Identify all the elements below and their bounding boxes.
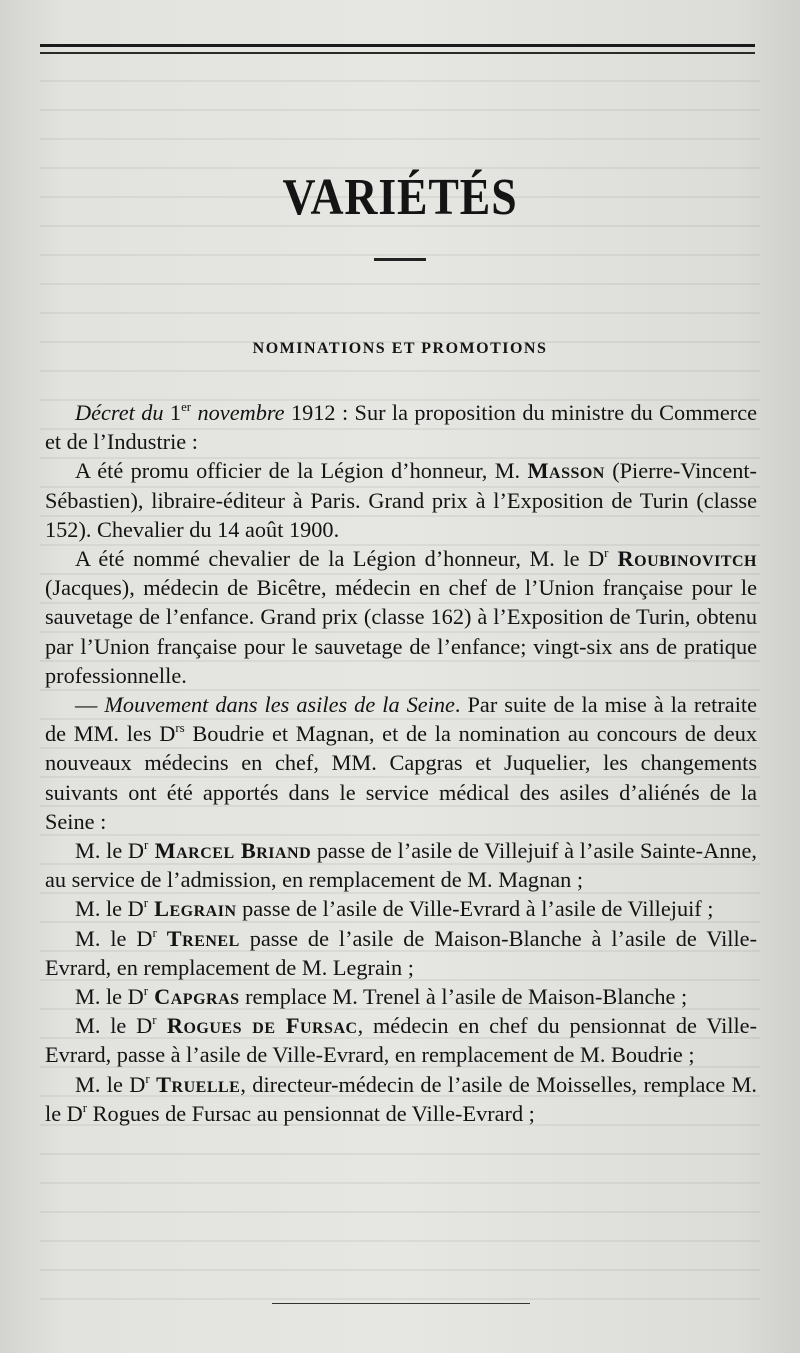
person-name: Marcel Briand	[148, 838, 312, 864]
paragraph-trenel: M. le $D^r$ Trenel passe de l’asile de Maison-Blanche à l’asile de Ville-Evrard, en remplacement de M. Legrain ;	[45, 924, 757, 980]
header-double-rule	[40, 44, 755, 56]
person-name: Masson	[527, 458, 605, 484]
person-name: Truelle	[149, 1071, 241, 1097]
person-name: Roubinovitch	[608, 546, 757, 572]
section-title: NOMINATIONS ET PROMOTIONS	[252, 340, 548, 357]
page-title: VARIÉTÉS	[282, 169, 518, 226]
paragraph-fursac: M. le $D^r$ Rogues de Fursac, médecin en chef du pensionnat de Ville-Evrard, passe à l’asile de Ville-Evrard, en remplacement de M. Boudrie ;	[45, 1012, 757, 1068]
paragraph-briand: M. le $D^r$ Marcel Briand passe de l’asile de Villejuif à l’asile Sainte-Anne, au service de l’admission, en remplacement de M. Magnan ;	[45, 837, 757, 893]
paragraph-decree: Décret du 1er novembre 1912 : Sur la proposition du ministre du Commerce et de l’Industrie :	[45, 398, 757, 455]
paragraph-truelle: M. le $D^r$ Truelle, directeur-médecin de l’asile de Moisselles, remplace M. le $D^r$ Rogues de Fursac au pensionnat de Ville-Evrard ;	[45, 1070, 757, 1126]
paragraph-roubinovitch: A été nommé chevalier de la Légion d’honneur, M. le $D^r$ Roubinovitch (Jacques), médecin de Bicêtre, médecin en chef de l’Union française pour le sauvetage de l’enfance. Grand prix (classe 162) à l’Exposition de Turin, obtenu par l’Union française pour le sauvetage de l’enfance; vingt-six ans de pratique professionnelle.	[45, 544, 757, 688]
person-name: Rogues de Fursac	[156, 1013, 358, 1039]
person-name: Capgras	[148, 984, 240, 1010]
closing-rule	[272, 1303, 530, 1304]
article-body	[45, 398, 757, 1128]
paragraph-masson: A été promu officier de la Légion d’honneur, M. Masson (Pierre-Vincent-Sébastien), libraire-éditeur à Paris. Grand prix à l’Exposition de Turin (classe 152). Chevalier du 14 août 1900.	[45, 458, 757, 542]
person-name: Trenel	[156, 925, 240, 951]
paragraph-asiles: — Mouvement dans les asiles de la Seine. Par suite de la mise à la retraite de MM. les $D^{rs}$ Boudrie et Magnan, et de la nomination au concours de deux nouveaux médecins en chef, MM. Capgras et Juquelier, les changements suivants ont été apportés dans le service médical des asiles d’aliénés de la Seine :	[45, 692, 757, 834]
title-underline	[374, 258, 426, 261]
paragraph-legrain: M. le $D^r$ Legrain passe de l’asile de Ville-Evrard à l’asile de Villejuif ;	[75, 895, 714, 922]
paragraph-capgras: M. le $D^r$ Capgras remplace M. Trenel à l’asile de Maison-Blanche ;	[75, 983, 688, 1010]
person-name: Legrain	[148, 896, 237, 922]
